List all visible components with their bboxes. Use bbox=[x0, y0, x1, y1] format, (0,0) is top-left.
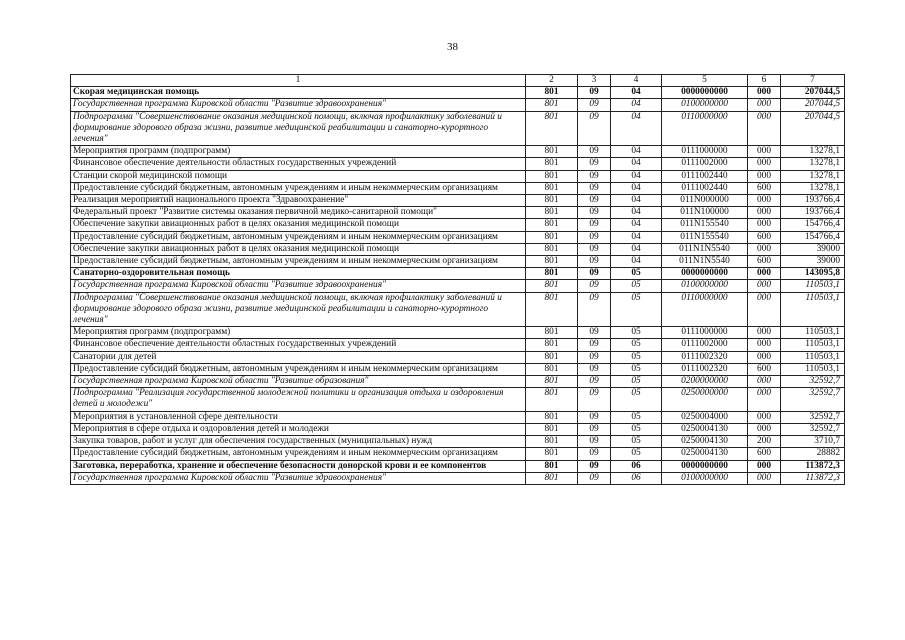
amount-cell: 154766,4 bbox=[781, 231, 845, 243]
budget-table bbox=[70, 74, 845, 485]
subsection-code-cell: 04 bbox=[611, 207, 662, 219]
amount-cell: 113872,3 bbox=[781, 472, 845, 484]
expense-type-cell: 000 bbox=[748, 327, 781, 339]
amount-cell: 110503,1 bbox=[781, 292, 845, 327]
subsection-code-cell: 05 bbox=[611, 436, 662, 448]
row-name-cell: Государственная программа Кировской области "Развитие здравоохранения" bbox=[71, 99, 526, 111]
ministry-code-cell: 801 bbox=[526, 339, 578, 351]
expense-type-cell: 000 bbox=[748, 219, 781, 231]
row-name-cell: Заготовка, переработка, хранение и обеспечение безопасности донорской крови и ее компонентов bbox=[71, 460, 526, 472]
row-name-cell: Предоставление субсидий бюджетным, автономным учреждениям и иным некоммерческим организациям bbox=[71, 448, 526, 460]
subsection-code-cell: 04 bbox=[611, 158, 662, 170]
ministry-code-cell: 801 bbox=[526, 111, 578, 146]
subsection-code-cell: 04 bbox=[611, 195, 662, 207]
target-article-cell: 011N155540 bbox=[662, 219, 748, 231]
subsection-code-cell: 04 bbox=[611, 99, 662, 111]
target-article-cell: 0110000000 bbox=[662, 292, 748, 327]
section-code-cell: 09 bbox=[578, 182, 611, 194]
ministry-code-cell: 801 bbox=[526, 280, 578, 292]
column-header: 4 bbox=[611, 75, 662, 87]
ministry-code-cell: 801 bbox=[526, 327, 578, 339]
table-row bbox=[71, 111, 845, 146]
ministry-code-cell: 801 bbox=[526, 448, 578, 460]
section-code-cell: 09 bbox=[578, 170, 611, 182]
amount-cell: 110503,1 bbox=[781, 327, 845, 339]
column-header: 7 bbox=[781, 75, 845, 87]
table-row bbox=[71, 256, 845, 268]
expense-type-cell: 000 bbox=[748, 99, 781, 111]
row-name-cell: Предоставление субсидий бюджетным, автономным учреждениям и иным некоммерческим организациям bbox=[71, 363, 526, 375]
amount-cell: 13278,1 bbox=[781, 146, 845, 158]
ministry-code-cell: 801 bbox=[526, 351, 578, 363]
expense-type-cell: 600 bbox=[748, 448, 781, 460]
expense-type-cell: 000 bbox=[748, 376, 781, 388]
page-number: 38 bbox=[447, 41, 458, 53]
ministry-code-cell: 801 bbox=[526, 243, 578, 255]
target-article-cell: 0111000000 bbox=[662, 146, 748, 158]
table-row bbox=[71, 411, 845, 423]
row-name-cell: Мероприятия в установленной сфере деятельности bbox=[71, 411, 526, 423]
row-name-cell: Подпрограмма "Совершенствование оказания медицинской помощи, включая профилактику заболеваний и формирование здорового образа жизни, развитие медицинской реабилитации и санаторно-курортного лечения" bbox=[71, 292, 526, 327]
subsection-code-cell: 05 bbox=[611, 423, 662, 435]
section-code-cell: 09 bbox=[578, 256, 611, 268]
target-article-cell: 0250004130 bbox=[662, 423, 748, 435]
amount-cell: 193766,4 bbox=[781, 195, 845, 207]
table-row bbox=[71, 460, 845, 472]
ministry-code-cell: 801 bbox=[526, 195, 578, 207]
subsection-code-cell: 05 bbox=[611, 411, 662, 423]
expense-type-cell: 000 bbox=[748, 158, 781, 170]
section-code-cell: 09 bbox=[578, 111, 611, 146]
amount-cell: 110503,1 bbox=[781, 363, 845, 375]
target-article-cell: 0200000000 bbox=[662, 376, 748, 388]
table-row bbox=[71, 87, 845, 99]
section-code-cell: 09 bbox=[578, 280, 611, 292]
ministry-code-cell: 801 bbox=[526, 158, 578, 170]
table-row bbox=[71, 182, 845, 194]
target-article-cell: 0111002000 bbox=[662, 339, 748, 351]
target-article-cell: 0100000000 bbox=[662, 99, 748, 111]
expense-type-cell: 000 bbox=[748, 195, 781, 207]
expense-type-cell: 200 bbox=[748, 436, 781, 448]
table-body bbox=[71, 87, 845, 485]
ministry-code-cell: 801 bbox=[526, 99, 578, 111]
table-row bbox=[71, 280, 845, 292]
subsection-code-cell: 06 bbox=[611, 472, 662, 484]
section-code-cell: 09 bbox=[578, 472, 611, 484]
subsection-code-cell: 05 bbox=[611, 351, 662, 363]
expense-type-cell: 000 bbox=[748, 170, 781, 182]
amount-cell: 154766,4 bbox=[781, 219, 845, 231]
expense-type-cell: 000 bbox=[748, 388, 781, 411]
expense-type-cell: 000 bbox=[748, 87, 781, 99]
column-header: 6 bbox=[748, 75, 781, 87]
amount-cell: 13278,1 bbox=[781, 170, 845, 182]
target-article-cell: 0111002000 bbox=[662, 158, 748, 170]
ministry-code-cell: 801 bbox=[526, 231, 578, 243]
target-article-cell: 0111002440 bbox=[662, 182, 748, 194]
ministry-code-cell: 801 bbox=[526, 436, 578, 448]
expense-type-cell: 600 bbox=[748, 363, 781, 375]
ministry-code-cell: 801 bbox=[526, 219, 578, 231]
row-name-cell: Финансовое обеспечение деятельности областных государственных учреждений bbox=[71, 339, 526, 351]
subsection-code-cell: 05 bbox=[611, 376, 662, 388]
row-name-cell: Обеспечение закупки авиационных работ в целях оказания медицинской помощи bbox=[71, 219, 526, 231]
expense-type-cell: 000 bbox=[748, 339, 781, 351]
ministry-code-cell: 801 bbox=[526, 292, 578, 327]
subsection-code-cell: 05 bbox=[611, 339, 662, 351]
row-name-cell: Мероприятия программ (подпрограмм) bbox=[71, 146, 526, 158]
table-row bbox=[71, 170, 845, 182]
section-code-cell: 09 bbox=[578, 292, 611, 327]
subsection-code-cell: 05 bbox=[611, 388, 662, 411]
row-name-cell: Реализация мероприятий национального проекта "Здравоохранение" bbox=[71, 195, 526, 207]
target-article-cell: 0110000000 bbox=[662, 111, 748, 146]
row-name-cell: Подпрограмма "Реализация государственной молодежной политики и организация отдыха и оздоровления детей и молодежи" bbox=[71, 388, 526, 411]
target-article-cell: 011N1N5540 bbox=[662, 256, 748, 268]
subsection-code-cell: 05 bbox=[611, 268, 662, 280]
target-article-cell: 0000000000 bbox=[662, 460, 748, 472]
row-name-cell: Предоставление субсидий бюджетным, автономным учреждениям и иным некоммерческим организациям bbox=[71, 182, 526, 194]
amount-cell: 110503,1 bbox=[781, 339, 845, 351]
expense-type-cell: 000 bbox=[748, 411, 781, 423]
section-code-cell: 09 bbox=[578, 146, 611, 158]
expense-type-cell: 000 bbox=[748, 268, 781, 280]
column-header: 3 bbox=[578, 75, 611, 87]
amount-cell: 13278,1 bbox=[781, 182, 845, 194]
subsection-code-cell: 04 bbox=[611, 87, 662, 99]
expense-type-cell: 000 bbox=[748, 207, 781, 219]
expense-type-cell: 000 bbox=[748, 243, 781, 255]
section-code-cell: 09 bbox=[578, 231, 611, 243]
table-row bbox=[71, 219, 845, 231]
target-article-cell: 0111002320 bbox=[662, 363, 748, 375]
ministry-code-cell: 801 bbox=[526, 411, 578, 423]
target-article-cell: 011N000000 bbox=[662, 195, 748, 207]
table-row bbox=[71, 363, 845, 375]
row-name-cell: Мероприятия программ (подпрограмм) bbox=[71, 327, 526, 339]
row-name-cell: Предоставление субсидий бюджетным, автономным учреждениям и иным некоммерческим организациям bbox=[71, 231, 526, 243]
section-code-cell: 09 bbox=[578, 327, 611, 339]
section-code-cell: 09 bbox=[578, 87, 611, 99]
target-article-cell: 011N1N5540 bbox=[662, 243, 748, 255]
amount-cell: 32592,7 bbox=[781, 423, 845, 435]
expense-type-cell: 600 bbox=[748, 182, 781, 194]
section-code-cell: 09 bbox=[578, 411, 611, 423]
target-article-cell: 0100000000 bbox=[662, 280, 748, 292]
expense-type-cell: 600 bbox=[748, 256, 781, 268]
expense-type-cell: 000 bbox=[748, 146, 781, 158]
amount-cell: 110503,1 bbox=[781, 351, 845, 363]
column-header: 2 bbox=[526, 75, 578, 87]
expense-type-cell: 000 bbox=[748, 111, 781, 146]
amount-cell: 28882 bbox=[781, 448, 845, 460]
table-row bbox=[71, 195, 845, 207]
section-code-cell: 09 bbox=[578, 195, 611, 207]
expense-type-cell: 000 bbox=[748, 351, 781, 363]
ministry-code-cell: 801 bbox=[526, 363, 578, 375]
amount-cell: 39000 bbox=[781, 243, 845, 255]
ministry-code-cell: 801 bbox=[526, 256, 578, 268]
subsection-code-cell: 04 bbox=[611, 182, 662, 194]
table-row bbox=[71, 423, 845, 435]
row-name-cell: Подпрограмма "Совершенствование оказания медицинской помощи, включая профилактику заболеваний и формирование здорового образа жизни, развитие медицинской реабилитации и санаторно-курортного лечения" bbox=[71, 111, 526, 146]
expense-type-cell: 000 bbox=[748, 423, 781, 435]
target-article-cell: 011N155540 bbox=[662, 231, 748, 243]
amount-cell: 207044,5 bbox=[781, 111, 845, 146]
section-code-cell: 09 bbox=[578, 99, 611, 111]
table-row bbox=[71, 158, 845, 170]
row-name-cell: Государственная программа Кировской области "Развитие образования" bbox=[71, 376, 526, 388]
target-article-cell: 011N100000 bbox=[662, 207, 748, 219]
row-name-cell: Федеральный проект "Развитие системы оказания первичной медико-санитарной помощи" bbox=[71, 207, 526, 219]
amount-cell: 110503,1 bbox=[781, 280, 845, 292]
target-article-cell: 0250004130 bbox=[662, 436, 748, 448]
table-row bbox=[71, 376, 845, 388]
row-name-cell: Закупка товаров, работ и услуг для обеспечения государственных (муниципальных) нужд bbox=[71, 436, 526, 448]
table-row bbox=[71, 327, 845, 339]
subsection-code-cell: 04 bbox=[611, 231, 662, 243]
row-name-cell: Станции скорой медицинской помощи bbox=[71, 170, 526, 182]
subsection-code-cell: 06 bbox=[611, 460, 662, 472]
column-header: 5 bbox=[662, 75, 748, 87]
table-row bbox=[71, 351, 845, 363]
row-name-cell: Санаторно-оздоровительная помощь bbox=[71, 268, 526, 280]
section-code-cell: 09 bbox=[578, 436, 611, 448]
subsection-code-cell: 05 bbox=[611, 280, 662, 292]
section-code-cell: 09 bbox=[578, 448, 611, 460]
amount-cell: 32592,7 bbox=[781, 411, 845, 423]
target-article-cell: 0250004000 bbox=[662, 411, 748, 423]
target-article-cell: 0250004130 bbox=[662, 448, 748, 460]
column-number-row bbox=[71, 75, 845, 87]
row-name-cell: Скорая медицинская помощь bbox=[71, 87, 526, 99]
section-code-cell: 09 bbox=[578, 376, 611, 388]
subsection-code-cell: 05 bbox=[611, 363, 662, 375]
subsection-code-cell: 04 bbox=[611, 170, 662, 182]
section-code-cell: 09 bbox=[578, 460, 611, 472]
target-article-cell: 0111002320 bbox=[662, 351, 748, 363]
ministry-code-cell: 801 bbox=[526, 182, 578, 194]
ministry-code-cell: 801 bbox=[526, 460, 578, 472]
target-article-cell: 0111000000 bbox=[662, 327, 748, 339]
row-name-cell: Мероприятия в сфере отдыха и оздоровления детей и молодежи bbox=[71, 423, 526, 435]
amount-cell: 32592,7 bbox=[781, 376, 845, 388]
amount-cell: 32592,7 bbox=[781, 388, 845, 411]
row-name-cell: Предоставление субсидий бюджетным, автономным учреждениям и иным некоммерческим организациям bbox=[71, 256, 526, 268]
expense-type-cell: 000 bbox=[748, 292, 781, 327]
expense-type-cell: 000 bbox=[748, 460, 781, 472]
amount-cell: 207044,5 bbox=[781, 87, 845, 99]
ministry-code-cell: 801 bbox=[526, 376, 578, 388]
row-name-cell: Обеспечение закупки авиационных работ в целях оказания медицинской помощи bbox=[71, 243, 526, 255]
table-row bbox=[71, 472, 845, 484]
subsection-code-cell: 04 bbox=[611, 256, 662, 268]
column-header: 1 bbox=[71, 75, 526, 87]
section-code-cell: 09 bbox=[578, 423, 611, 435]
expense-type-cell: 000 bbox=[748, 472, 781, 484]
table-row bbox=[71, 268, 845, 280]
amount-cell: 13278,1 bbox=[781, 158, 845, 170]
subsection-code-cell: 04 bbox=[611, 111, 662, 146]
section-code-cell: 09 bbox=[578, 363, 611, 375]
table-row bbox=[71, 207, 845, 219]
table-row bbox=[71, 436, 845, 448]
row-name-cell: Санатории для детей bbox=[71, 351, 526, 363]
target-article-cell: 0000000000 bbox=[662, 87, 748, 99]
amount-cell: 39000 bbox=[781, 256, 845, 268]
row-name-cell: Государственная программа Кировской области "Развитие здравоохранения" bbox=[71, 280, 526, 292]
expense-type-cell: 600 bbox=[748, 231, 781, 243]
section-code-cell: 09 bbox=[578, 388, 611, 411]
row-name-cell: Государственная программа Кировской области "Развитие здравоохранения" bbox=[71, 472, 526, 484]
amount-cell: 207044,5 bbox=[781, 99, 845, 111]
subsection-code-cell: 05 bbox=[611, 292, 662, 327]
section-code-cell: 09 bbox=[578, 243, 611, 255]
amount-cell: 3710,7 bbox=[781, 436, 845, 448]
subsection-code-cell: 04 bbox=[611, 243, 662, 255]
amount-cell: 113872,3 bbox=[781, 460, 845, 472]
expense-type-cell: 000 bbox=[748, 280, 781, 292]
subsection-code-cell: 05 bbox=[611, 448, 662, 460]
target-article-cell: 0111002440 bbox=[662, 170, 748, 182]
subsection-code-cell: 05 bbox=[611, 327, 662, 339]
ministry-code-cell: 801 bbox=[526, 388, 578, 411]
table-row bbox=[71, 339, 845, 351]
target-article-cell: 0250000000 bbox=[662, 388, 748, 411]
amount-cell: 193766,4 bbox=[781, 207, 845, 219]
ministry-code-cell: 801 bbox=[526, 207, 578, 219]
ministry-code-cell: 801 bbox=[526, 146, 578, 158]
section-code-cell: 09 bbox=[578, 339, 611, 351]
ministry-code-cell: 801 bbox=[526, 472, 578, 484]
table-row bbox=[71, 243, 845, 255]
ministry-code-cell: 801 bbox=[526, 87, 578, 99]
section-code-cell: 09 bbox=[578, 158, 611, 170]
ministry-code-cell: 801 bbox=[526, 423, 578, 435]
table-row bbox=[71, 231, 845, 243]
section-code-cell: 09 bbox=[578, 351, 611, 363]
table-row bbox=[71, 388, 845, 411]
section-code-cell: 09 bbox=[578, 207, 611, 219]
table-row bbox=[71, 146, 845, 158]
ministry-code-cell: 801 bbox=[526, 268, 578, 280]
row-name-cell: Финансовое обеспечение деятельности областных государственных учреждений bbox=[71, 158, 526, 170]
target-article-cell: 0000000000 bbox=[662, 268, 748, 280]
table-row bbox=[71, 448, 845, 460]
subsection-code-cell: 04 bbox=[611, 146, 662, 158]
section-code-cell: 09 bbox=[578, 219, 611, 231]
target-article-cell: 0100000000 bbox=[662, 472, 748, 484]
table-row bbox=[71, 292, 845, 327]
subsection-code-cell: 04 bbox=[611, 219, 662, 231]
amount-cell: 143095,8 bbox=[781, 268, 845, 280]
table-row bbox=[71, 99, 845, 111]
section-code-cell: 09 bbox=[578, 268, 611, 280]
ministry-code-cell: 801 bbox=[526, 170, 578, 182]
